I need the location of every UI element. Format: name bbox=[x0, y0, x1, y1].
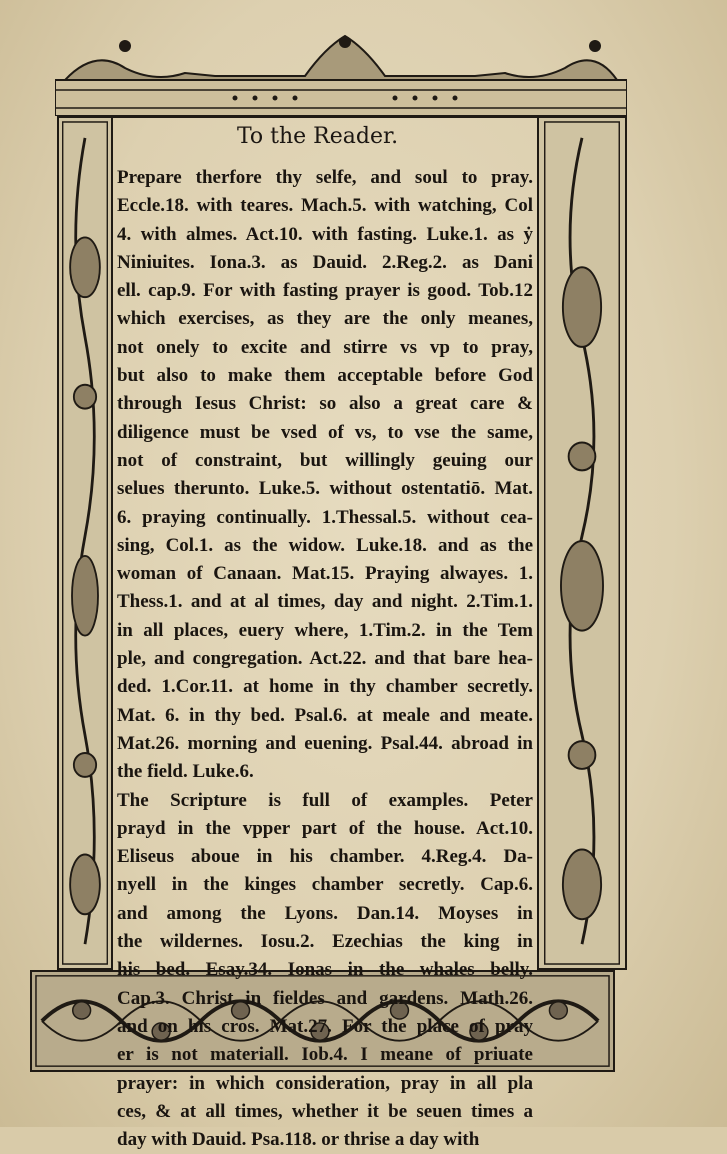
text-line: Prepare therfore thy selfe, and soul to pray. bbox=[117, 167, 533, 188]
text-line: prayer: in which consideration, pray in all pla bbox=[117, 1072, 533, 1094]
text-line: day with Dauid. Psa.118. or thrise a day with bbox=[117, 1129, 480, 1151]
text-line: Mat.26. morning and euening. Psal.44. abroad in bbox=[117, 732, 533, 754]
text-line: Eccle.18. with teares. Mach.5. with watching, Col bbox=[117, 195, 533, 217]
text-line: which exercises, as they are the only meanes, bbox=[117, 308, 533, 330]
text-line: diligence must be vsed of vs, to vse the same, bbox=[117, 421, 533, 443]
text-line: ces, & at all times, whether it be seuen times a bbox=[117, 1100, 533, 1122]
text-line: Mat. 6. in thy bed. Psal.6. at meale and meate. bbox=[117, 704, 533, 726]
text-line: nyell in the kinges chamber secretly. Cap.6. bbox=[117, 874, 533, 896]
text-line: ple, and congregation. Act.22. and that bare hea- bbox=[117, 648, 533, 670]
text-line: through Iesus Christ: so also a great care & bbox=[117, 393, 533, 415]
text-line: Niniuites. Iona.3. as Dauid. 2.Reg.2. as Dani bbox=[117, 251, 533, 273]
text-line: 4. with almes. Act.10. with fasting. Luke.1. as ẏ bbox=[117, 223, 533, 245]
text-line: not of constraint, but willingly geuing our bbox=[117, 449, 533, 471]
text-line: Cap.3. Christ in fieldes and gardens. Math.26. bbox=[117, 987, 533, 1009]
text-line: er is not materiall. Iob.4. I meane of priuate bbox=[117, 1044, 533, 1066]
body-text bbox=[117, 164, 533, 1154]
text-line: woman of Canaan. Mat.15. Praying alwayes. 1. bbox=[117, 563, 533, 585]
text-line: the wildernes. Iosu.2. Ezechias the king in bbox=[117, 931, 533, 953]
text-line: 6. praying continually. 1.Thessal.5. without cea- bbox=[117, 506, 533, 528]
text-line: sing, Col.1. as the widow. Luke.18. and as the bbox=[117, 534, 533, 556]
page-title: To the Reader. bbox=[236, 124, 399, 149]
text-line: but also to make them acceptable before God bbox=[117, 365, 533, 387]
text-line: Thess.1. and at al times, day and night. 2.Tim.1. bbox=[117, 591, 533, 613]
text-line: Eliseus aboue in his chamber. 4.Reg.4. Da- bbox=[117, 846, 533, 868]
right-ornament-border bbox=[537, 116, 627, 970]
text-line: prayd in the vpper part of the house. Act.10. bbox=[117, 817, 533, 839]
text-line: not onely to excite and stirre vs vp to pray, bbox=[117, 336, 533, 358]
text-line: and on his cros. Mat.27. For the place of pray bbox=[117, 1015, 533, 1037]
text-line: his bed. Esay.34. Ionas in the whales belly. bbox=[117, 959, 533, 981]
top-ornament-band bbox=[55, 28, 627, 116]
text-line: ded. 1.Cor.11. at home in thy chamber secretly. bbox=[117, 676, 533, 698]
text-line: the field. Luke.6. bbox=[117, 761, 254, 783]
text-line: ell. cap.9. For with fasting prayer is good. Tob.12 bbox=[117, 280, 533, 302]
text-line: and among the Lyons. Dan.14. Moyses in bbox=[117, 902, 533, 924]
text-line: in all places, euery where, 1.Tim.2. in the Tem bbox=[117, 619, 533, 641]
text-line: selues therunto. Luke.5. without ostentatiō. Mat. bbox=[117, 478, 533, 500]
text-line: The Scripture is full of examples. Peter bbox=[117, 789, 533, 811]
